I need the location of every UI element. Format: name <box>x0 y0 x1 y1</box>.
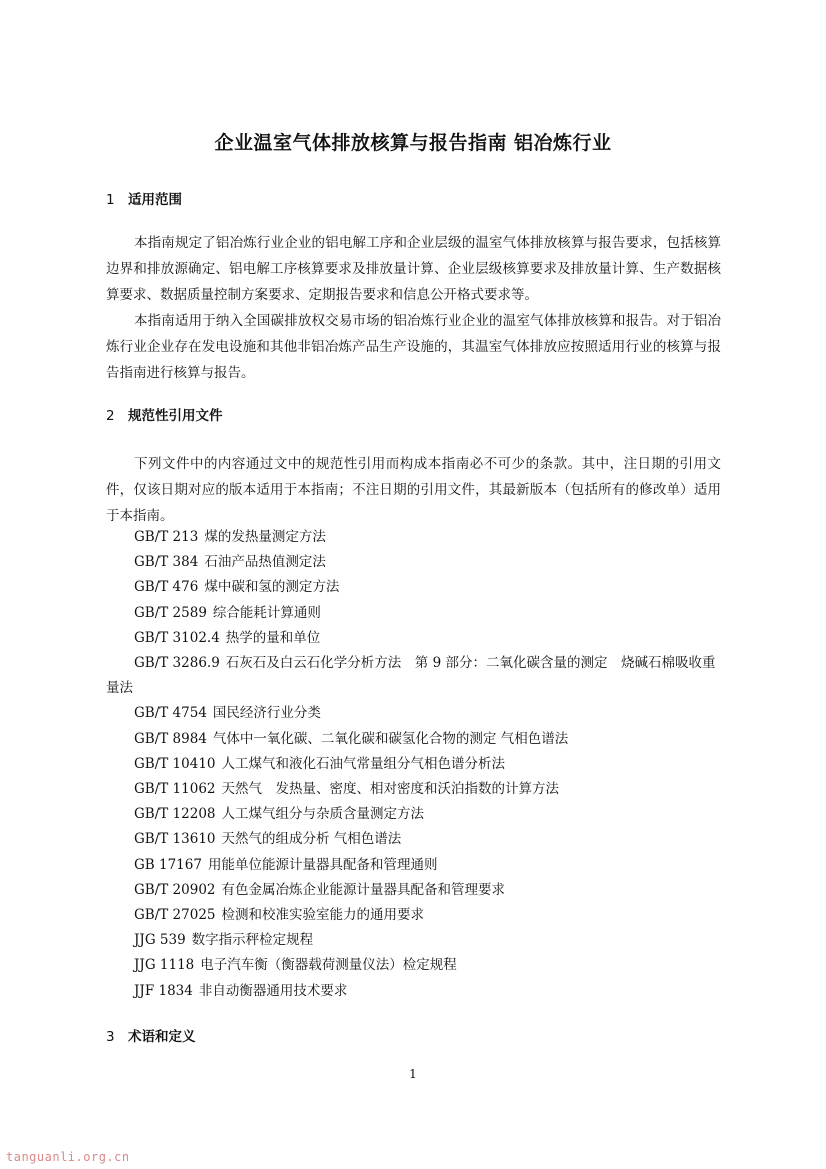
reference-code: GB/T 13610 <box>134 831 216 848</box>
reference-code: GB/T 476 <box>134 579 199 596</box>
page-number: 1 <box>409 1067 417 1081</box>
reference-title: 煤中碳和氢的测定方法 <box>204 579 340 596</box>
reference-title: 石油产品热值测定法 <box>204 554 326 571</box>
reference-code: GB/T 27025 <box>134 907 216 924</box>
reference-code: GB/T 11062 <box>134 781 216 798</box>
reference-code: GB/T 10410 <box>134 755 216 772</box>
reference-code: GB/T 3102.4 <box>134 629 220 646</box>
reference-title: 检测和校准实验室能力的通用要求 <box>221 907 424 924</box>
reference-code: GB 17167 <box>134 856 202 873</box>
reference-item <box>106 802 721 827</box>
reference-item <box>106 853 721 878</box>
reference-code: JJG 539 <box>134 932 186 949</box>
reference-title: 国民经济行业分类 <box>212 705 321 722</box>
reference-list <box>106 525 721 1004</box>
reference-code: GB/T 2589 <box>134 604 207 621</box>
section-heading-3 <box>106 1025 196 1045</box>
reference-item <box>106 827 721 852</box>
reference-title: 气体中一氧化碳、二氧化碳和碳氢化合物的测定 气相色谱法 <box>212 730 569 747</box>
reference-title: 综合能耗计算通则 <box>212 604 321 621</box>
watermark: tanguanli.org.cn <box>6 1150 130 1164</box>
reference-title: 电子汽车衡（衡器载荷测量仪法）检定规程 <box>200 957 457 974</box>
reference-title: 人工煤气和液化石油气常量组分气相色谱分析法 <box>221 755 505 772</box>
section-number: 2 <box>106 408 115 424</box>
reference-item <box>106 651 721 701</box>
reference-code: GB/T 4754 <box>134 705 207 722</box>
section-heading-2 <box>106 404 223 424</box>
reference-code: GB/T 20902 <box>134 881 216 898</box>
reference-item <box>106 601 721 626</box>
reference-title: 天然气 发热量、密度、相对密度和沃泊指数的计算方法 <box>221 781 559 798</box>
paragraph-scope-1: 本指南规定了铝冶炼行业企业的铝电解工序和企业层级的温室气体排放核算与报告要求，包括核算边界和排放源确定、铝电解工序核算要求及排放量计算、企业层级核算要求及排放量计算、生产数据核算要求、数据质量控制方案要求、定期报告要求和信息公开格式要求等。 <box>106 235 721 303</box>
reference-item <box>106 979 721 1004</box>
reference-code: GB/T 384 <box>134 554 199 571</box>
page-title: 企业温室气体排放核算与报告指南 铝冶炼行业 <box>214 132 612 154</box>
reference-title: 有色金属冶炼企业能源计量器具配备和管理要求 <box>221 881 505 898</box>
reference-code: JJG 1118 <box>134 957 195 974</box>
reference-title: 用能单位能源计量器具配备和管理通则 <box>207 856 438 873</box>
reference-title: 热学的量和单位 <box>225 629 321 646</box>
reference-item <box>106 777 721 802</box>
section-title: 规范性引用文件 <box>128 408 223 424</box>
reference-title: 天然气的组成分析 气相色谱法 <box>221 831 402 848</box>
reference-title: 石灰石及白云石化学分析方法 第 9 部分：二氧化碳含量的测定 烧碱石棉吸收重量法 <box>106 655 716 697</box>
reference-title: 煤的发热量测定方法 <box>204 529 326 545</box>
reference-title: 非自动衡器通用技术要求 <box>198 982 348 999</box>
reference-code: GB/T 8984 <box>134 730 207 747</box>
section-number: 1 <box>106 192 115 208</box>
reference-title: 人工煤气组分与杂质含量测定方法 <box>221 806 424 823</box>
reference-item <box>106 575 721 600</box>
reference-item <box>106 550 721 575</box>
section-number: 3 <box>106 1029 115 1045</box>
reference-code: GB/T 213 <box>134 529 199 545</box>
reference-item <box>106 525 721 550</box>
reference-title: 数字指示秤检定规程 <box>191 932 314 949</box>
reference-code: GB/T 12208 <box>134 806 216 823</box>
paragraph-scope-2: 本指南适用于纳入全国碳排放权交易市场的铝冶炼行业企业的温室气体排放核算和报告。对于铝冶炼行业企业存在发电设施和其他非铝冶炼产品生产设施的，其温室气体排放应按照适用行业的核算与报告指南进行核算与报告。 <box>106 313 721 381</box>
reference-code: JJF 1834 <box>134 982 193 999</box>
reference-item <box>106 928 721 953</box>
reference-code: GB/T 3286.9 <box>134 655 220 672</box>
reference-item <box>106 903 721 928</box>
reference-item <box>106 727 721 752</box>
section-title: 术语和定义 <box>128 1029 196 1045</box>
section-title: 适用范围 <box>128 192 182 208</box>
reference-item <box>106 752 721 777</box>
reference-item <box>106 701 721 726</box>
reference-item <box>106 626 721 651</box>
reference-item <box>106 953 721 978</box>
section-heading-1 <box>106 188 182 208</box>
paragraph-normative-intro: 下列文件中的内容通过文中的规范性引用而构成本指南必不可少的条款。其中，注日期的引用文件，仅该日期对应的版本适用于本指南；不注日期的引用文件，其最新版本（包括所有的修改单）适用于本指南。 <box>106 456 721 524</box>
reference-item <box>106 878 721 903</box>
